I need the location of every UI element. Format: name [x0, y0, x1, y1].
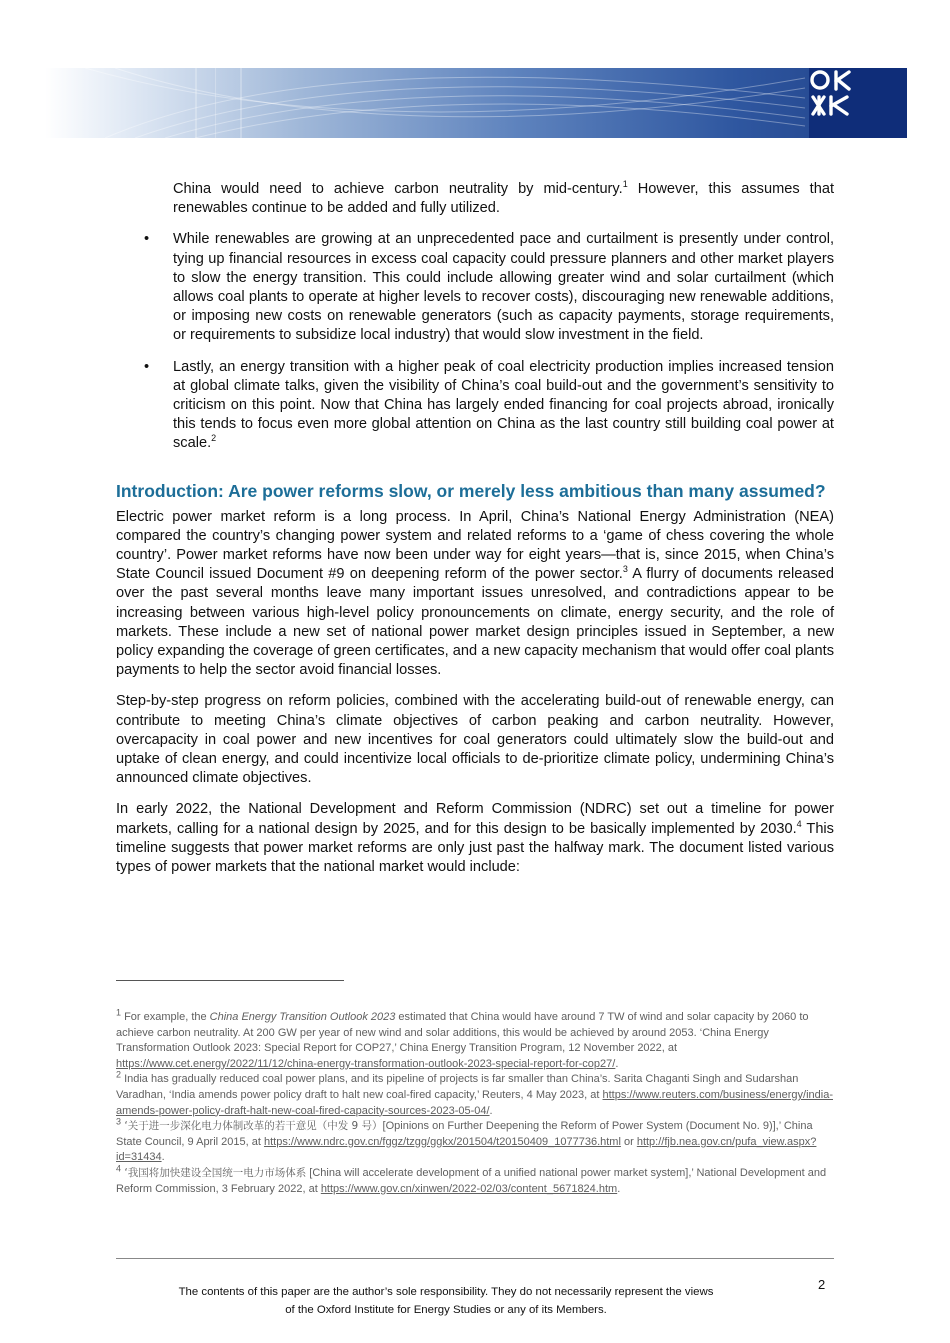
footnote-number: 4: [116, 1163, 122, 1174]
footnote-2: [116, 1069, 834, 1119]
footnote-3: [116, 1116, 834, 1166]
bullet-text: Lastly, an energy transition with a higher peak of coal electricity production implies increased tension at global climate talks, given the visibility of China’s coal build-out and the government’s sensitivity to criticism on this point. Now that China has largely ended financing for coal projects abroad, ironically this tends to focus even more global attention on China as the last country still building coal power at scale.: [173, 358, 834, 452]
footnote-ref[interactable]: 4: [796, 818, 802, 829]
footnote-text: For example, the: [121, 1011, 210, 1023]
oies-logo-icon: [809, 68, 907, 138]
footnote-number: 1: [116, 1007, 122, 1018]
header-wave-graphic: [45, 68, 907, 138]
footnote-text: estimated that China would have around 7 TW of wind and solar capacity by 2060 to achieve carbon neutrality. At 200 GW per year of new wind and solar additions, this would be achieved by around 2053. ‘China Energy Transformation Outlook 2023: Special Report for COP27,’ China Energy Transition Program, 12 November 2022, at: [116, 1011, 809, 1055]
footer-separator: [116, 1258, 834, 1259]
paragraph-text: Electric power market reform is a long process. In April, China’s National Energy Administration (NEA) compared the country’s changing power system and related reforms to a ‘game of chess covering the whole country’. Power market reforms have now been under way for eight years—that is, since 2015, when China’s State Council issued Document #9 on deepening reform of the power sector.: [116, 508, 834, 583]
page-number: 2: [818, 1277, 826, 1292]
footnote-link[interactable]: https://www.ndrc.gov.cn/fggz/tzgg/ggkx/201504/t20150409_1077736.html: [263, 1135, 621, 1148]
footnote-number: 2: [116, 1069, 122, 1080]
footnote-chinese-title: ‘我国将加快建设全国统一电力市场体系: [121, 1166, 307, 1179]
footnote-ref[interactable]: 3: [622, 564, 628, 575]
footnote-number: 3: [116, 1116, 122, 1127]
footnote-title: China Energy Transition Outlook 2023: [209, 1011, 396, 1023]
footnote-link[interactable]: https://www.gov.cn/xinwen/2022-02/03/content_5671824.htm: [320, 1182, 618, 1195]
continuation-tail: However, this assumes that renewables continue to be added and fully utilized.: [173, 181, 834, 217]
paragraph-tail: This timeline suggests that power market reforms are only just past the halfway mark. The document listed various types of power markets that the national market would include:: [116, 820, 834, 876]
footnote-text: .: [489, 1104, 493, 1117]
disclaimer-line: The contents of this paper are the author’s sole responsibility. They do not necessarily represent the views: [178, 1286, 714, 1298]
header-banner: [45, 68, 907, 138]
footnote-link[interactable]: http://fjb.nea.gov.cn/pufa_view.aspx?id=31434: [116, 1135, 817, 1164]
footnote-1: [116, 1007, 834, 1072]
body-paragraph: [116, 800, 834, 877]
bullet-icon: •: [144, 358, 150, 375]
footnote-link[interactable]: https://www.reuters.com/business/energy/india-amends-power-policy-draft-halt-new-coal-fired-capacity-sources-2023-05-04/: [116, 1088, 833, 1117]
footnote-text: .: [615, 1057, 619, 1070]
paragraph-text: In early 2022, the National Development and Reform Commission (NDRC) set out a timeline for power markets, calling for a national design by 2025, and for this design to be basically implemented by 2030.: [116, 801, 834, 837]
footnote-ref[interactable]: 1: [622, 179, 628, 190]
bullet-list: [116, 230, 834, 453]
main-content: [116, 180, 834, 889]
bullet-item: [116, 230, 834, 345]
paragraph-tail: A flurry of documents released over the past several months leave many important issues unresolved, and contradictions appear to be increasing between various high-level policy pronouncements on climate, energy security, and the role of markets. These include a new set of national power market design principles issued in September, a new policy expanding the coverage of green certificates, and a new capacity mechanism that would offer coal plants payments to help the sector avoid financial losses.: [116, 566, 834, 679]
section-heading: Introduction: Are power reforms slow, or merely less ambitious than many assumed?: [116, 480, 826, 501]
paragraph-text: Step-by-step progress on reform policies, combined with the accelerating build-out of renewable energy, can contribute to meeting China’s climate objectives of carbon peaking and carbon neutrality. However, overcapacity in coal power and new incentives for coal generators could ultimately slow the build-out and uptake of clean energy, and could incentivize local officials to de-prioritize climate policy, undermining China’s announced climate objectives.: [116, 693, 834, 787]
footnote-text: .: [617, 1182, 621, 1195]
footnote-text: [Opinions on Further Deepening the Reform of Power System (Document No. 9)],’ China State Council, 9 April 2015, at: [116, 1120, 813, 1148]
footnote-link[interactable]: https://www.cet.energy/2022/11/12/china-energy-transformation-outlook-2023-special-report-for-cop27/: [116, 1057, 616, 1070]
continuation-text: China would need to achieve carbon neutrality by mid-century.: [173, 181, 623, 197]
footnote-separator: [116, 980, 344, 981]
footnote-ref[interactable]: 2: [211, 433, 217, 444]
footnote-text: .: [161, 1151, 165, 1164]
footnote-text: [China will accelerate development of a unified national power market system],’ National Development and Reform Commission, 3 February 2022, at: [116, 1166, 827, 1195]
footnote-text: India has gradually reduced coal power plans, and its pipeline of projects is far smaller than China’s. Sarita Chaganti Singh and Sudarshan Varadhan, ‘India amends power policy draft to halt new coal-fired capacity,’ Reuters, 4 May 2023, at: [116, 1073, 799, 1101]
disclaimer-line: of the Oxford Institute for Energy Studies or any of its Members.: [285, 1304, 607, 1316]
footnotes: [116, 1007, 834, 1197]
bullet-text: While renewables are growing at an unprecedented pace and curtailment is presently under control, tying up financial resources in excess coal capacity could pressure planners and other market players to slow the energy transition. This could include allowing greater wind and solar curtailment (which allows coal plants to operate at higher levels to recover costs), discouraging new renewable additions, or imposing new costs on renewable generators (such as capacity payments, storage requirements, or requirements to subsidize local industry) that would slow investment in the field.: [173, 231, 834, 344]
footnote-4: [116, 1163, 834, 1197]
footnote-chinese-title: ‘关于进一步深化电力体制改革的若干意见（中发 9 号）: [121, 1120, 383, 1133]
continuation-paragraph: [173, 180, 834, 218]
body-paragraph: [116, 508, 834, 681]
bullet-icon: •: [144, 231, 150, 248]
oies-logo-mark: [809, 68, 855, 118]
body-paragraph: [116, 692, 834, 788]
footer-disclaimer: [116, 1283, 776, 1319]
bullet-item: [116, 358, 834, 454]
footnote-text: or: [620, 1135, 637, 1148]
